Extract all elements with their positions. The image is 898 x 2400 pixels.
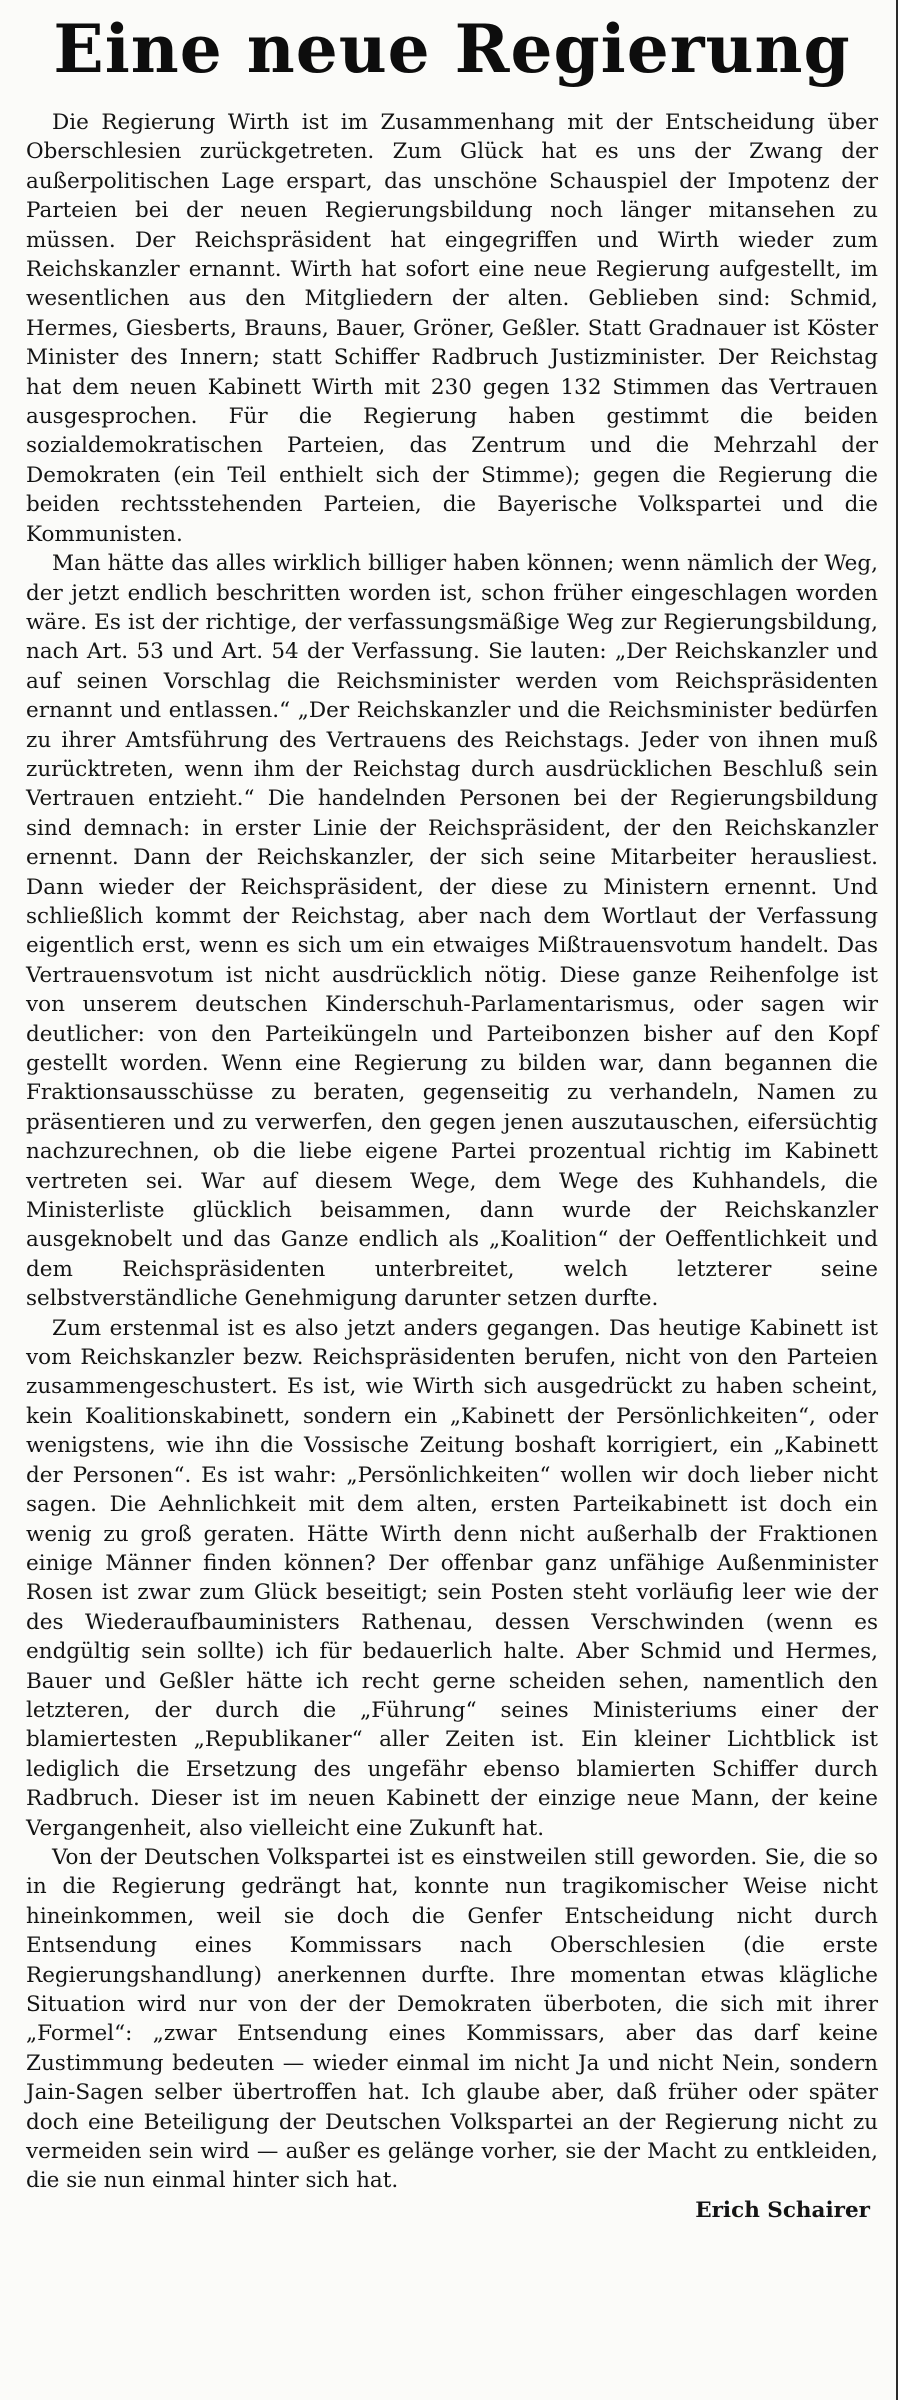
article-paragraph-3: Zum erstenmal ist es also jetzt anders gegangen. Das heutige Kabinett ist vom Reichskanzler bezw. Reichspräsidenten berufen, nicht von den Parteien zusammengeschustert. Es ist, wie Wirth sich ausgedrückt zu haben scheint, kein Koalitionskabinett, sondern ein „Kabinett der Persönlichkeiten“, oder wenigstens, wie ihn die Vossische Zeitung boshaft korrigiert, ein „Kabinett der Personen“. Es ist wahr: „Persönlichkeiten“ wollen wir doch lieber nicht sagen. Die Aehnlichkeit mit dem alten, ersten Parteikabinett ist doch ein wenig zu groß geraten. Hätte Wirth denn nicht außerhalb der Fraktionen einige Männer finden können? Der offenbar ganz unfähige Außenminister Rosen ist zwar zum Glück beseitigt; sein Posten steht vorläufig leer wie der des Wiederaufbauministers Rathenau, dessen Verschwinden (wenn es endgültig sein sollte) ich für bedauerlich halte. Aber Schmid und Hermes, Bauer und Geßler hätte ich recht gerne scheiden sehen, namentlich den letzteren, der durch die „Führung“ seines Ministeriums einer der blamiertesten „Republikaner“ aller Zeiten ist. Ein kleiner Lichtblick ist lediglich die Ersetzung des ungefähr ebenso blamierten Schiffer durch Radbruch. Dieser ist im neuen Kabinett der einzige neue Mann, der keine Vergangenheit, also vielleicht eine Zukunft hat.	[26, 1315, 878, 1841]
author-byline: Erich Schairer	[695, 2197, 870, 2223]
article-paragraph-1: Die Regierung Wirth ist im Zusammenhang mit der Entscheidung über Oberschlesien zurückgetreten. Zum Glück hat es uns der Zwang der außerpolitischen Lage erspart, das unschöne Schauspiel der Impotenz der Parteien bei der neuen Regierungsbildung noch länger mitansehen zu müssen. Der Reichspräsident hat eingegriffen und Wirth wieder zum Reichskanzler ernannt. Wirth hat sofort eine neue Regierung aufgestellt, im wesentlichen aus den Mitgliedern der alten. Geblieben sind: Schmid, Hermes, Giesberts, Brauns, Bauer, Gröner, Geßler. Statt Gradnauer ist Köster Minister des Innern; statt Schiffer Radbruch Justizminister. Der Reichstag hat dem neuen Kabinett Wirth mit 230 gegen 132 Stimmen das Vertrauen ausgesprochen. Für die Regierung haben gestimmt die beiden sozialdemokratischen Parteien, das Zentrum und die Mehrzahl der Demokraten (ein Teil enthielt sich der Stimme); gegen die Regierung die beiden rechtsstehenden Parteien, die Bayerische Volkspartei und die Kommunisten.	[26, 110, 878, 547]
article-headline: Eine neue Regierung	[53, 10, 851, 88]
article-paragraph-2: Man hätte das alles wirklich billiger haben können; wenn nämlich der Weg, der jetzt endlich beschritten worden ist, schon früher eingeschlagen worden wäre. Es ist der richtige, der verfassungsmäßige Weg zur Regierungsbildung, nach Art. 53 und Art. 54 der Verfassung. Sie lauten: „Der Reichskanzler und auf seinen Vorschlag die Reichsminister werden vom Reichspräsidenten ernannt und entlassen.“ „Der Reichskanzler und die Reichsminister bedürfen zu ihrer Amtsführung des Vertrauens des Reichstags. Jeder von ihnen muß zurücktreten, wenn ihm der Reichstag durch ausdrücklichen Beschluß sein Vertrauen entzieht.“ Die handelnden Personen bei der Regierungsbildung sind demnach: in erster Linie der Reichspräsident, der den Reichskanzler ernennt. Dann der Reichskanzler, der sich seine Mitarbeiter herausliest. Dann wieder der Reichspräsident, der diese zu Ministern ernennt. Und schließlich kommt der Reichstag, aber nach dem Wortlaut der Verfassung eigentlich erst, wenn es sich um ein etwaiges Mißtrauensvotum handelt. Das Vertrauensvotum ist nicht ausdrücklich nötig. Diese ganze Reihenfolge ist von unserem deutschen Kinderschuh-Parlamentarismus, oder sagen wir deutlicher: von den Parteiküngeln und Parteibonzen bisher auf den Kopf gestellt worden. Wenn eine Regierung zu bilden war, dann begannen die Fraktionsausschüsse zu beraten, gegenseitig zu verhandeln, Namen zu präsentieren und zu verwerfen, den gegen jenen auszutauschen, eifersüchtig nachzurechnen, ob die liebe eigene Partei prozentual richtig im Kabinett vertreten sei. War auf diesem Wege, dem Wege des Kuhhandels, die Ministerliste glücklich beisammen, dann wurde der Reichskanzler ausgeknobelt und das Ganze endlich als „Koalition“ der Oeffentlichkeit und dem Reichspräsidenten unterbreitet, welch letzterer seine selbstverständliche Genehmigung darunter setzen durfte.	[26, 551, 878, 1312]
article-body	[26, 108, 878, 2225]
article-paragraph-4: Von der Deutschen Volkspartei ist es einstweilen still geworden. Sie, die so in die Regierung gedrängt hat, konnte nun tragikomischer Weise nicht hineinkommen, weil sie doch die Genfer Entscheidung nicht durch Entsendung eines Kommissars nach Oberschlesien (die erste Regierungshandlung) anerkennen durfte. Ihre momentan etwas klägliche Situation wird nur von der der Demokraten überboten, die sich mit ihrer „Formel“: „zwar Entsendung eines Kommissars, aber das darf keine Zustimmung bedeuten — wieder einmal im nicht Ja und nicht Nein, sondern Jain-Sagen selber übertroffen hat. Ich glaube aber, daß früher oder später doch eine Beteiligung der Deutschen Volkspartei an der Regierung nicht zu vermeiden sein wird — außer es gelänge vorher, sie der Macht zu entkleiden, die sie nun einmal hinter sich hat.	[26, 1844, 878, 2194]
